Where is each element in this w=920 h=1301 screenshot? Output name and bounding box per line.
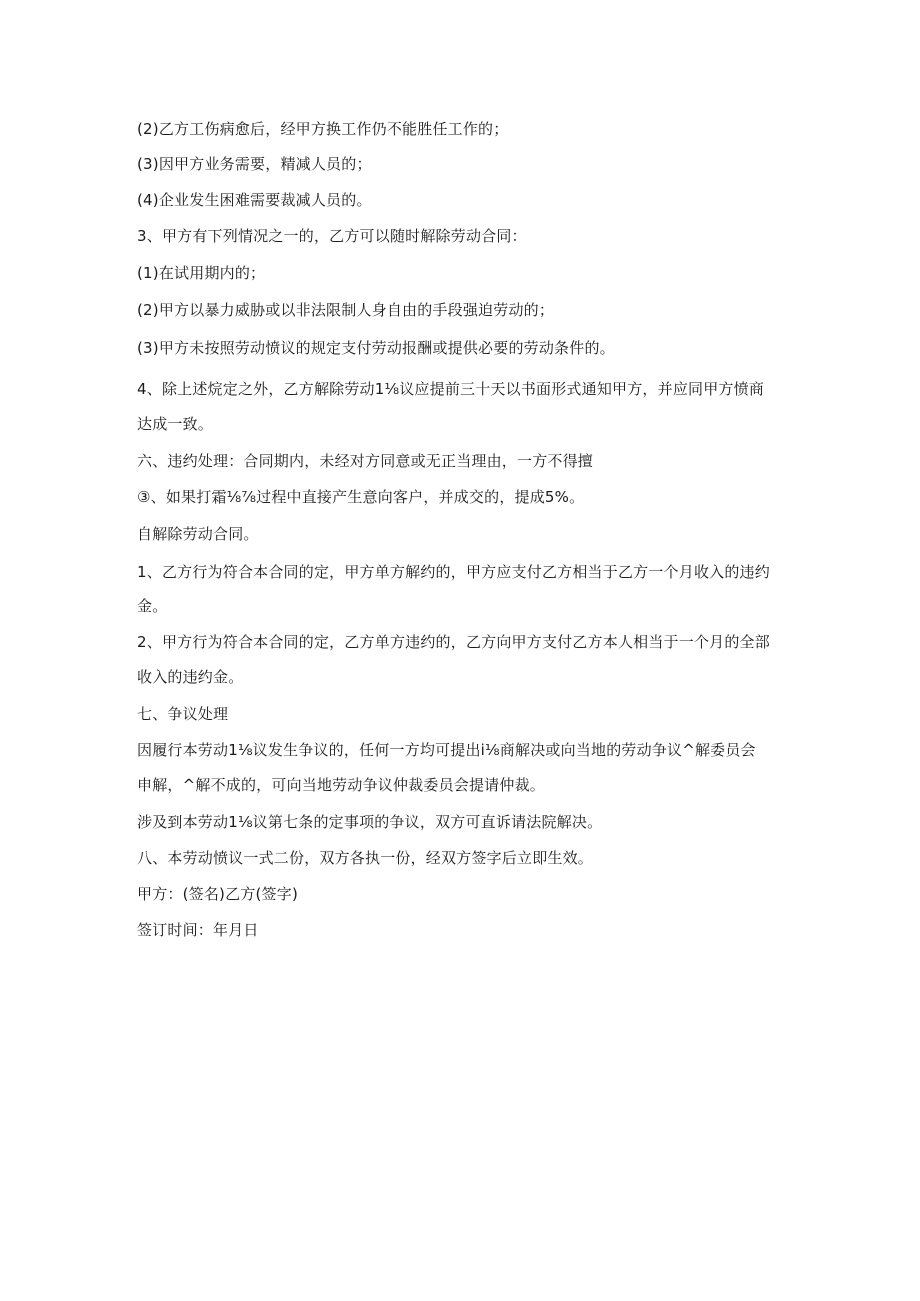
text-line: 收入的违约金。 bbox=[137, 668, 244, 686]
text-line: 1、乙方行为符合本合同的定，甲方单方解约的，甲方应支付乙方相当于乙方一个月收入的违约 bbox=[137, 563, 770, 581]
text-line: (3)甲方未按照劳动愤议的规定支付劳动报酬或提供必要的劳动条件的。 bbox=[137, 339, 615, 357]
text-line: 自解除劳动合同。 bbox=[137, 525, 259, 543]
text-line: 申解，^解不成的，可向当地劳动争议仲裁委员会提请仲裁。 bbox=[137, 776, 545, 794]
text-line: (4)企业发生困难需要裁减人员的。 bbox=[137, 191, 372, 209]
text-line: 2、甲方行为符合本合同的定，乙方单方违约的，乙方向甲方支付乙方本人相当于一个月的全部 bbox=[137, 633, 770, 651]
signing-date-line: 签订时间：年月日 bbox=[137, 921, 259, 939]
text-line: (2)甲方以暴力威胁或以非法限制人身自由的手段强迫劳动的； bbox=[137, 301, 555, 319]
text-line: 六、违约处理：合同期内，未经对方同意或无正当理由，一方不得擅 bbox=[137, 452, 594, 470]
text-line: 涉及到本劳动1⅛议第七条的定事项的争议，双方可直诉请法院解决。 bbox=[137, 813, 603, 831]
text-line: 4、除上述烷定之外，乙方解除劳动1⅛议应提前三十天以书面形式通知甲方，并应同甲方愤商 bbox=[137, 380, 765, 398]
text-line: 因履行本劳动1⅛议发生争议的，任何一方均可提出i⅛商解决或向当地的劳动争议^解委员会 bbox=[137, 741, 756, 759]
text-line: (1)在试用期内的； bbox=[137, 264, 266, 282]
signature-line: 甲方：(签名)乙方(签字) bbox=[137, 885, 299, 903]
text-line: 金。 bbox=[137, 597, 168, 615]
text-line: 3、甲方有下列情况之一的，乙方可以随时解除劳动合同： bbox=[137, 227, 527, 245]
text-line: (2)乙方工伤病愈后，经甲方换工作仍不能胜任工作的； bbox=[137, 120, 509, 138]
text-line: (3)因甲方业务需要，精减人员的； bbox=[137, 155, 372, 173]
text-line: 达成一致。 bbox=[137, 415, 214, 433]
section-heading: 七、争议处理 bbox=[137, 705, 229, 723]
text-line: 八、本劳动愤议一式二份，双方各执一份，经双方签字后立即生效。 bbox=[137, 849, 594, 867]
text-line: ③、如果打霜⅛⅞过程中直接产生意向客户，并成交的，提成5%。 bbox=[137, 488, 585, 506]
